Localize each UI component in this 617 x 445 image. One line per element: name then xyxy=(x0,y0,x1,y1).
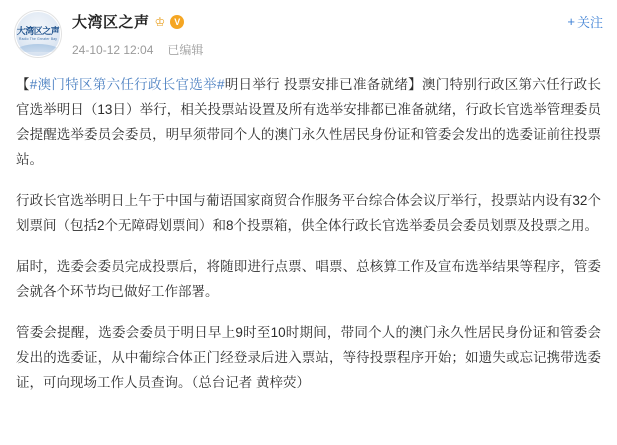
post-paragraph-1 xyxy=(16,72,601,172)
verified-badge-icon: V xyxy=(170,15,184,29)
post-paragraph-4: 管委会提醒，选委会委员于明日早上9时至10时期间，带同个人的澳门永久性居民身份证和管委会发出的选委证，从中葡综合体正门经登录后进入票站，等待投票程序开始；如遗失或忘记携带选委证，可向现场工作人员查询。（总台记者 黄梓荧） xyxy=(16,325,601,390)
account-name[interactable]: 大湾区之声 xyxy=(72,14,150,31)
post-paragraph-2: 行政长官选举明日上午于中国与葡语国家商贸合作服务平台综合体会议厅举行，投票站内设有32个划票间（包括2个无障碍划票间）和8个投票箱，供全体行政长官选举委员会委员划票及投票之用。 xyxy=(16,193,601,233)
post-header xyxy=(0,0,617,64)
follow-button[interactable] xyxy=(567,12,603,31)
topic-link[interactable]: #澳门特区第六任行政长官选举# xyxy=(29,77,225,92)
account-name-row xyxy=(72,11,603,32)
post-timestamp: 24-10-12 12:04 xyxy=(72,42,154,57)
avatar-logo-text: 大湾区之声 xyxy=(16,25,60,36)
plus-icon: + xyxy=(567,14,575,29)
follow-button-label: 关注 xyxy=(576,15,603,30)
avatar-logo-subtext: Radio The Greater Bay xyxy=(18,36,58,41)
post-paragraph-3: 届时，选委会委员完成投票后，将随即进行点票、唱票、总核算工作及宣布选举结果等程序，管委会就各个环节均已做好工作部署。 xyxy=(16,259,601,299)
edited-label: 已编辑 xyxy=(167,43,204,57)
crown-icon: ♔ xyxy=(154,14,166,29)
avatar[interactable] xyxy=(14,10,62,58)
paragraph-1-body: 澳门特别行政区第六任行政长官选举明日（13日）举行，相关投票站设置及所有选举安排都已准备就绪，行政长官选举管理委员会提醒选举委员会委员，明早须带同个人的澳门永久性居民身份证和管委会发出的选委证前往投票站。 xyxy=(16,77,601,167)
headline-bracket-open: 【 xyxy=(16,77,30,92)
header-main xyxy=(72,10,603,58)
headline-rest: 明日举行 投票安排已准备就绪】 xyxy=(224,77,422,92)
post-meta-row xyxy=(72,41,603,58)
post-content xyxy=(0,64,617,395)
